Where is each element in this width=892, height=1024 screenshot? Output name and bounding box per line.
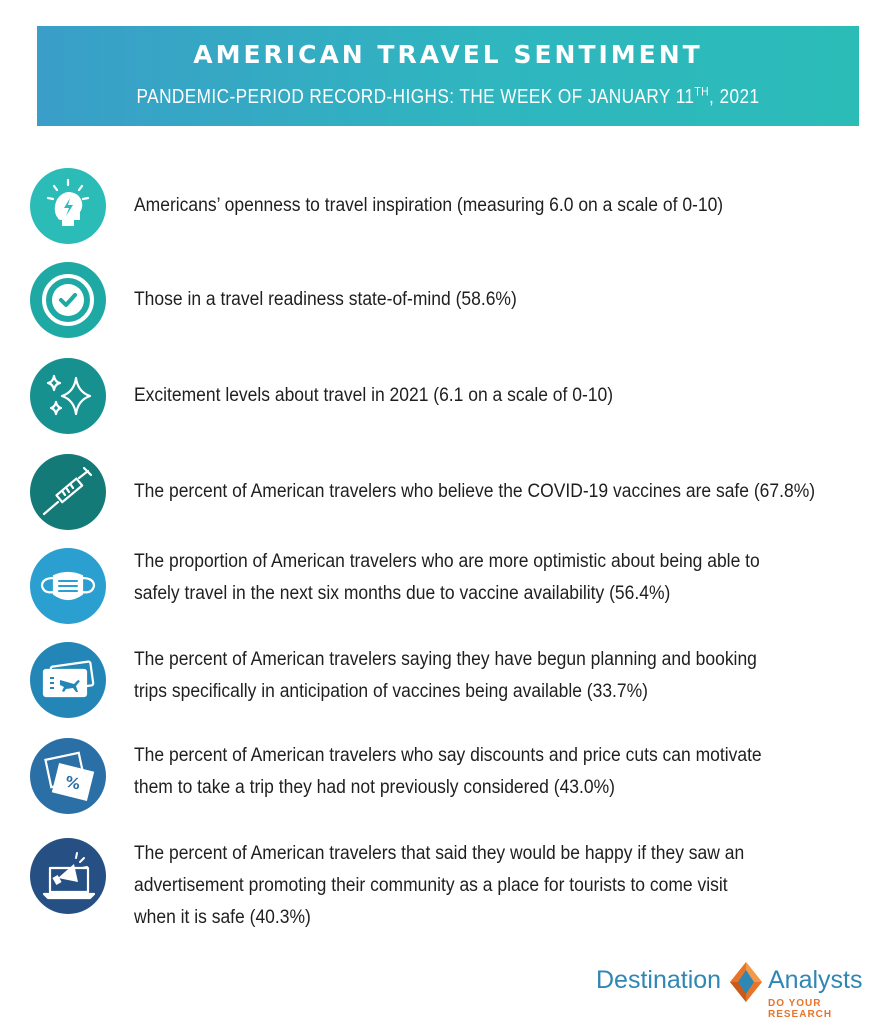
megaphone-laptop-icon — [30, 838, 106, 914]
logo-diamond-icon — [728, 960, 764, 1004]
stat-line: Americans’ openness to travel inspiration (measuring 6.0 on a scale of 0-10) — [134, 195, 724, 216]
stat-line: Excitement levels about travel in 2021 (6.1 on a scale of 0-10) — [134, 385, 614, 406]
stat-text — [134, 740, 811, 804]
svg-text:%: % — [63, 772, 83, 794]
header-banner — [37, 26, 859, 126]
stat-item-optimism — [30, 546, 870, 626]
stat-text — [134, 190, 811, 222]
stat-line: when it is safe (40.3%) — [134, 907, 311, 928]
stat-line: Those in a travel readiness state-of-mind (58.6%) — [134, 289, 517, 310]
stat-item-advertisement — [30, 836, 870, 936]
stat-text — [134, 838, 811, 934]
logo-word-left: Destination — [596, 966, 722, 994]
stat-line: advertisement promoting their community as a place for tourists to come visit — [134, 875, 728, 896]
lightbulb-head-icon — [30, 168, 106, 244]
stat-line: trips specifically in anticipation of vaccines being available (33.7%) — [134, 681, 648, 702]
sparkles-icon — [30, 358, 106, 434]
plane-ticket-icon — [30, 642, 106, 718]
stat-item-inspiration — [30, 166, 870, 246]
stat-text — [134, 546, 811, 610]
page-title: AMERICAN TRAVEL SENTIMENT — [193, 40, 703, 69]
stat-item-discounts — [30, 738, 870, 818]
subtitle-main: PANDEMIC-PERIOD RECORD-HIGHS: THE WEEK OF JANUARY 11 — [136, 86, 695, 108]
stat-item-excitement — [30, 358, 870, 438]
stat-line: safely travel in the next six months due to vaccine availability (56.4%) — [134, 583, 671, 604]
stat-line: The percent of American travelers that said they would be happy if they saw an — [134, 843, 745, 864]
stat-text — [134, 284, 811, 316]
logo-tagline: DO YOUR RESEARCH — [768, 998, 833, 1020]
stat-text — [134, 380, 811, 412]
syringe-icon — [30, 454, 106, 530]
stat-text — [134, 644, 811, 708]
stat-line: The percent of American travelers who believe the COVID-19 vaccines are safe (67.8%) — [134, 481, 816, 502]
stat-item-planning — [30, 642, 870, 722]
stat-line: The percent of American travelers saying they have begun planning and booking — [134, 649, 757, 670]
subtitle-end: , 2021 — [709, 86, 760, 108]
discount-coupon-icon — [30, 738, 106, 814]
subtitle-superscript: TH — [694, 84, 710, 99]
destination-analysts-logo — [596, 960, 886, 1020]
checkmark-badge-icon — [30, 262, 106, 338]
stat-line: them to take a trip they had not previously considered (43.0%) — [134, 777, 615, 798]
logo-word-right: Analysts — [768, 966, 863, 994]
stat-line: The proportion of American travelers who are more optimistic about being able to — [134, 551, 760, 572]
face-mask-icon — [30, 548, 106, 624]
stat-item-readiness — [30, 262, 870, 342]
stat-item-vaccine-safety — [30, 454, 870, 534]
stat-text — [134, 476, 816, 508]
stat-line: The percent of American travelers who say discounts and price cuts can motivate — [134, 745, 762, 766]
page-subtitle — [95, 86, 802, 109]
